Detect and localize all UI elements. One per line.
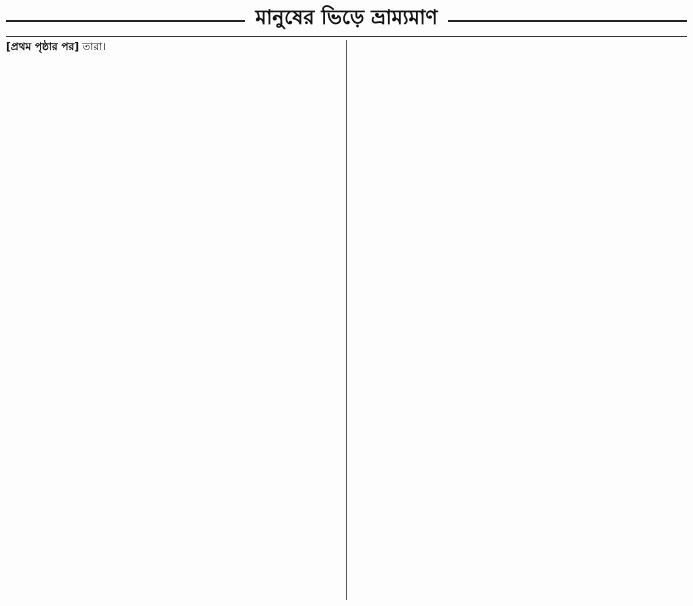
column-divider [346,40,347,600]
article-columns [6,40,687,600]
article-headline: মানুষের ভিড়ে ভ্রাম্যমাণ [245,3,447,36]
top-rule [6,36,687,37]
article-column-left [6,40,338,600]
lead-text: তারা। [82,41,106,53]
article-lead-paragraph [6,40,338,55]
article-column-right [355,40,687,600]
headline-bar [6,4,687,34]
continuation-kicker: [প্রথম পৃষ্ঠার পর] [6,41,80,53]
